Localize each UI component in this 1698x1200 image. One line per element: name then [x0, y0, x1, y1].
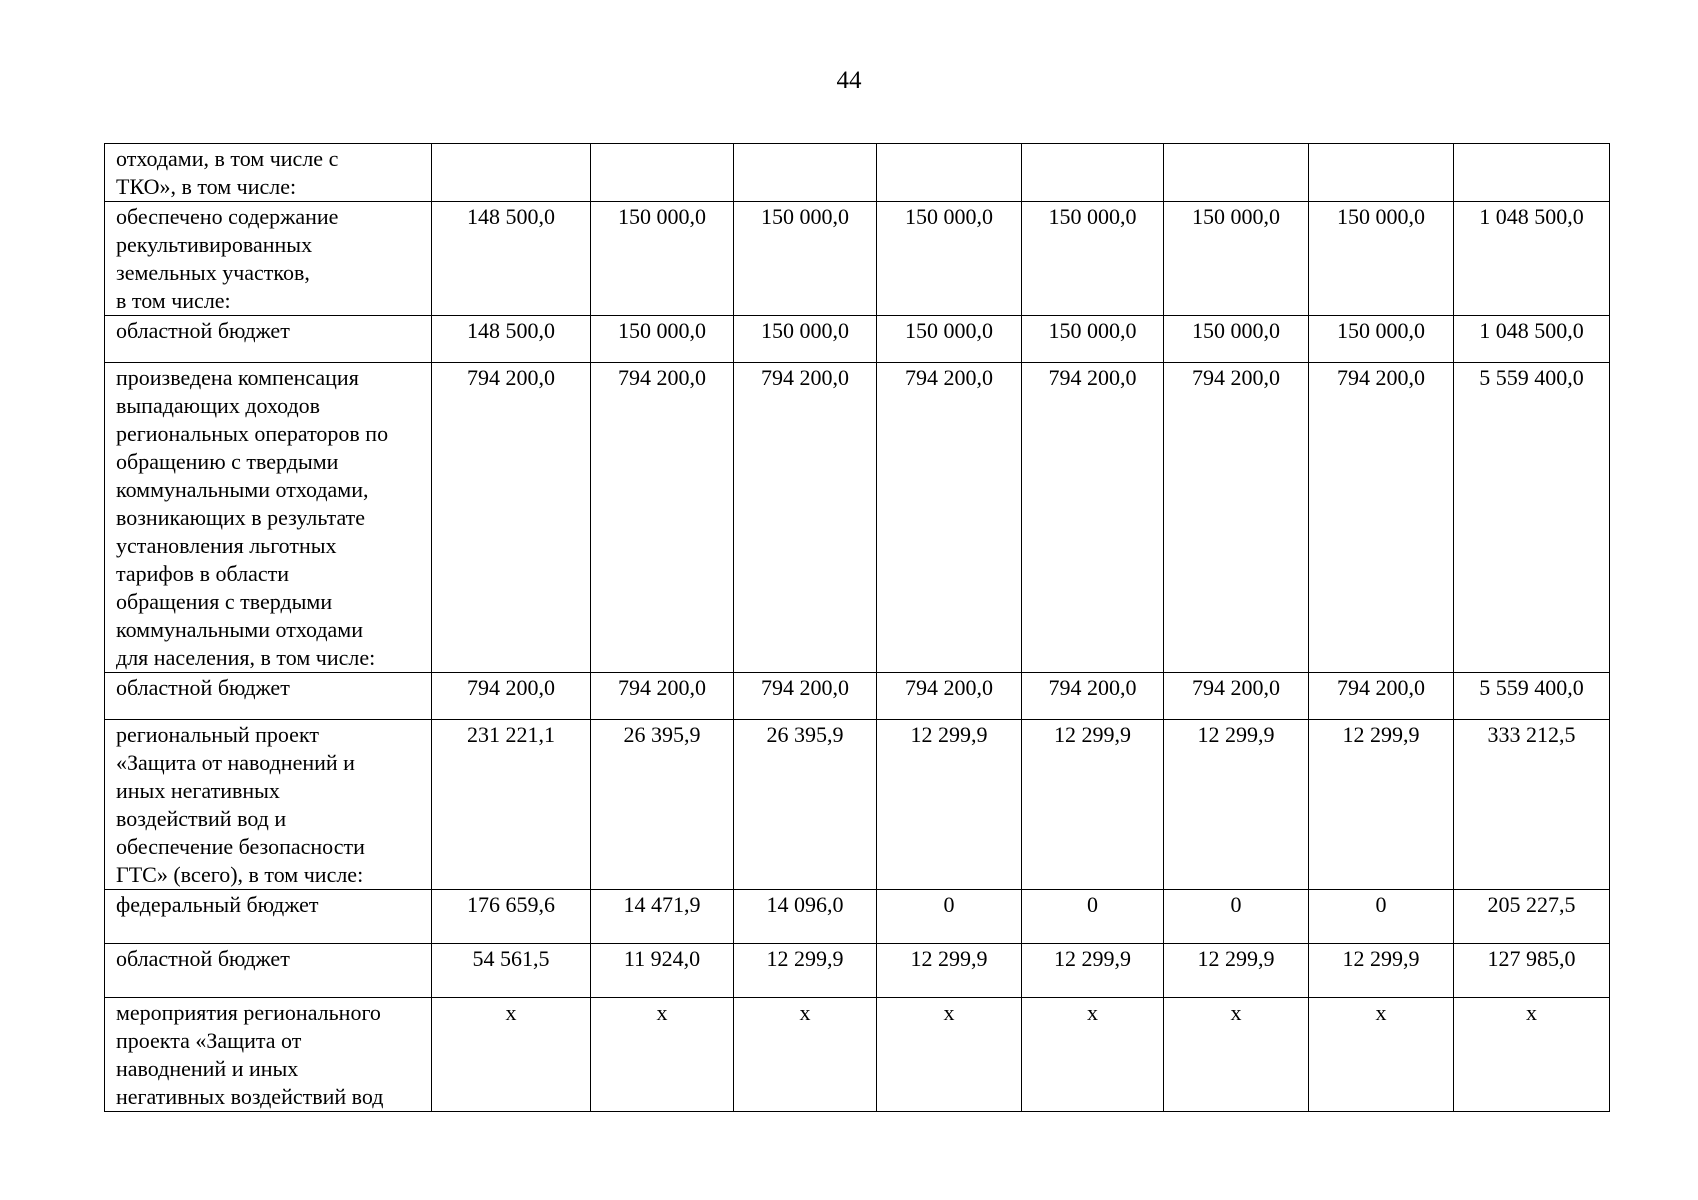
table-row	[105, 202, 1610, 316]
row-label: областной бюджет	[105, 944, 432, 998]
row-value: х	[591, 998, 734, 1112]
row-value	[591, 144, 734, 202]
row-value: 5 559 400,0	[1454, 363, 1610, 673]
row-value: 794 200,0	[1164, 363, 1309, 673]
row-value: 794 200,0	[1022, 363, 1164, 673]
row-value: 54 561,5	[432, 944, 591, 998]
row-value: 231 221,1	[432, 720, 591, 890]
row-value: х	[1022, 998, 1164, 1112]
row-value: 0	[1309, 890, 1454, 944]
row-label: отходами, в том числе с ТКО», в том числе:	[105, 144, 432, 202]
row-value: 5 559 400,0	[1454, 673, 1610, 720]
table-row	[105, 944, 1610, 998]
row-value: 148 500,0	[432, 202, 591, 316]
row-value: 127 985,0	[1454, 944, 1610, 998]
table-row	[105, 998, 1610, 1112]
row-value: 0	[1022, 890, 1164, 944]
row-label: мероприятия регионального проекта «Защита от наводнений и иных негативных воздействий вод	[105, 998, 432, 1112]
row-value: 12 299,9	[1309, 720, 1454, 890]
row-value: 11 924,0	[591, 944, 734, 998]
row-label: региональный проект «Защита от наводнений и иных негативных воздействий вод и обеспечение безопасности ГТС» (всего), в том числе:	[105, 720, 432, 890]
row-value: 14 471,9	[591, 890, 734, 944]
budget-table	[104, 143, 1610, 1112]
table-row	[105, 316, 1610, 363]
row-label: произведена компенсация выпадающих доходов региональных операторов по обращению с твердыми коммунальными отходами, возникающих в результате установления льготных тарифов в области обращения с твердыми коммунальными отходами для населения, в том числе:	[105, 363, 432, 673]
row-value: 12 299,9	[1022, 720, 1164, 890]
row-value	[1022, 144, 1164, 202]
row-value: 150 000,0	[1164, 316, 1309, 363]
row-value: х	[1164, 998, 1309, 1112]
row-value	[1309, 144, 1454, 202]
row-value: 1 048 500,0	[1454, 316, 1610, 363]
row-label: областной бюджет	[105, 673, 432, 720]
row-value: 150 000,0	[877, 202, 1022, 316]
row-label: федеральный бюджет	[105, 890, 432, 944]
row-value: 12 299,9	[734, 944, 877, 998]
row-value: 205 227,5	[1454, 890, 1610, 944]
row-value	[734, 144, 877, 202]
row-value: 794 200,0	[1309, 673, 1454, 720]
row-value: х	[1309, 998, 1454, 1112]
row-value: 12 299,9	[877, 944, 1022, 998]
row-value: 150 000,0	[591, 202, 734, 316]
row-value: 150 000,0	[1309, 202, 1454, 316]
row-value: 26 395,9	[734, 720, 877, 890]
row-value: 794 200,0	[591, 363, 734, 673]
row-value: 0	[1164, 890, 1309, 944]
table-row	[105, 363, 1610, 673]
row-value: 150 000,0	[1309, 316, 1454, 363]
row-value: х	[1454, 998, 1610, 1112]
row-value: 794 200,0	[1164, 673, 1309, 720]
row-value: 150 000,0	[1164, 202, 1309, 316]
row-value: 333 212,5	[1454, 720, 1610, 890]
row-label: обеспечено содержание рекультивированных земельных участков, в том числе:	[105, 202, 432, 316]
row-value: 794 200,0	[877, 673, 1022, 720]
row-value: х	[432, 998, 591, 1112]
row-value: 150 000,0	[591, 316, 734, 363]
row-value: 794 200,0	[432, 363, 591, 673]
row-value: 176 659,6	[432, 890, 591, 944]
row-value: 12 299,9	[1164, 944, 1309, 998]
table-row	[105, 673, 1610, 720]
row-value: 794 200,0	[591, 673, 734, 720]
row-value: 12 299,9	[1022, 944, 1164, 998]
row-value: 794 200,0	[877, 363, 1022, 673]
row-value: 1 048 500,0	[1454, 202, 1610, 316]
row-value: 26 395,9	[591, 720, 734, 890]
row-value: 150 000,0	[734, 316, 877, 363]
row-value: 794 200,0	[734, 363, 877, 673]
row-value: 0	[877, 890, 1022, 944]
row-value: 14 096,0	[734, 890, 877, 944]
table-row	[105, 144, 1610, 202]
row-value: 794 200,0	[432, 673, 591, 720]
row-value	[1164, 144, 1309, 202]
row-value: 150 000,0	[877, 316, 1022, 363]
row-value	[1454, 144, 1610, 202]
row-value: 148 500,0	[432, 316, 591, 363]
row-value	[877, 144, 1022, 202]
row-value: 794 200,0	[1309, 363, 1454, 673]
row-value	[432, 144, 591, 202]
row-value: х	[877, 998, 1022, 1112]
row-label: областной бюджет	[105, 316, 432, 363]
row-value: 150 000,0	[734, 202, 877, 316]
row-value: 150 000,0	[1022, 316, 1164, 363]
row-value: 794 200,0	[734, 673, 877, 720]
table-row	[105, 720, 1610, 890]
row-value: 794 200,0	[1022, 673, 1164, 720]
table-row	[105, 890, 1610, 944]
budget-table-body	[105, 144, 1610, 1112]
page-number: 44	[836, 67, 862, 94]
row-value: 12 299,9	[877, 720, 1022, 890]
row-value: 150 000,0	[1022, 202, 1164, 316]
row-value: 12 299,9	[1309, 944, 1454, 998]
row-value: 12 299,9	[1164, 720, 1309, 890]
row-value: х	[734, 998, 877, 1112]
